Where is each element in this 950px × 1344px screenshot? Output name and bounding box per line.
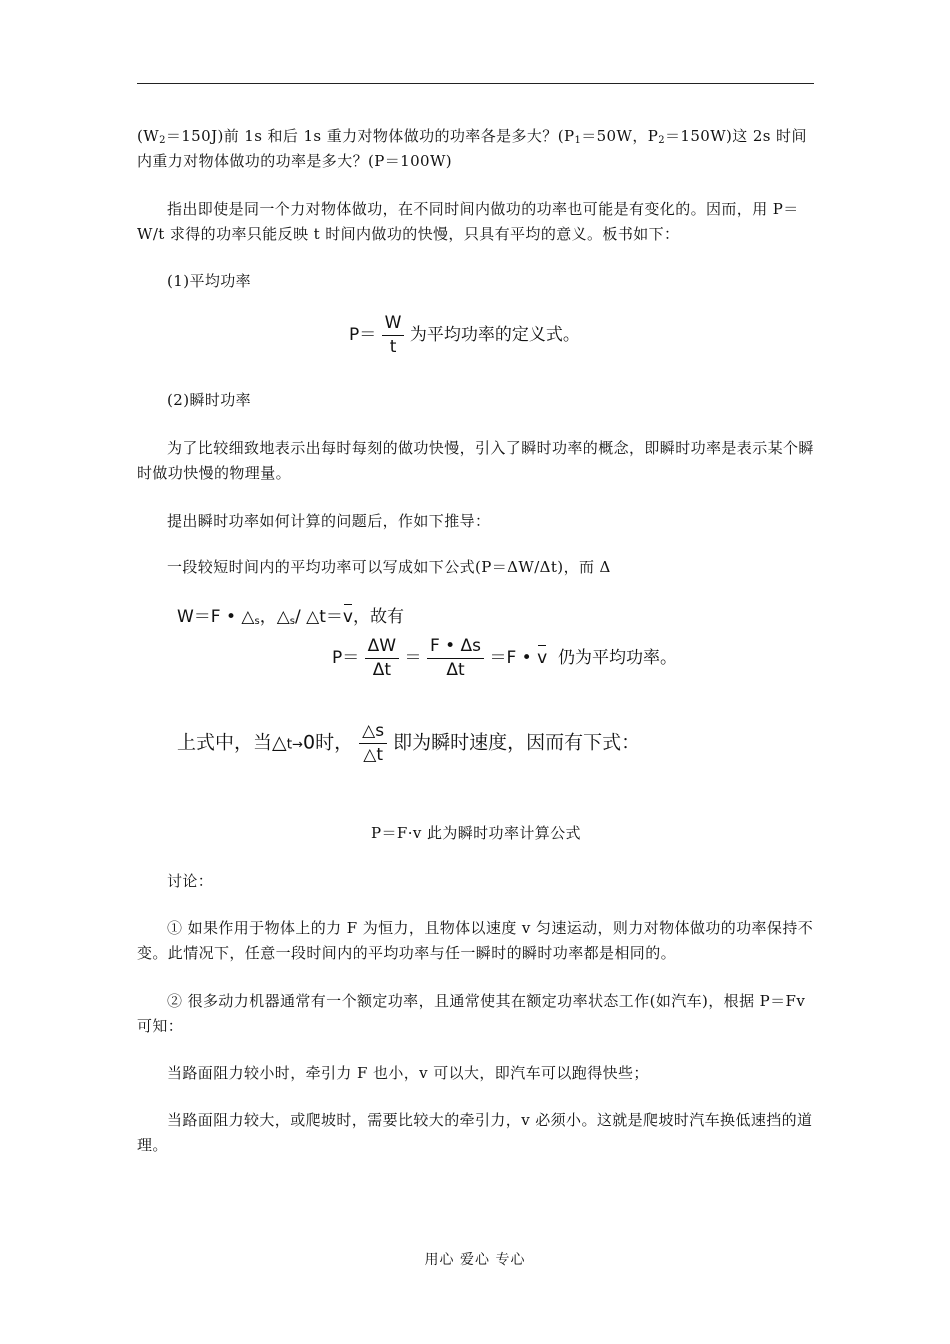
discussion-heading: 讨论： [167, 872, 214, 890]
paragraph-4: 提出瞬时功率如何计算的问题后，作如下推导： [167, 512, 491, 530]
header-rule [137, 83, 814, 84]
discussion-item-2b: 当路面阻力较大，或爬坡时，需要比较大的牵引力，v 必须小。这就是爬坡时汽车换低速挡的道理。 [137, 1111, 813, 1154]
paragraph-2: 指出即使是同一个力对物体做功，在不同时间内做功的功率也可能是有变化的。因而，用 P＝W/t 求得的功率只能反映 t 时间内做功的快慢，只具有平均的意义。板书如下： [137, 200, 799, 243]
heading-average-power: (1)平均功率 [167, 272, 252, 290]
formula-average-power: P＝ $\frac{W}{t}$ 为平均功率的定义式。 [349, 313, 580, 357]
paragraph-3: 为了比较细致地表示出每时每刻的做功快慢，引入了瞬时功率的概念，即瞬时功率是表示某个瞬时做功快慢的物理量。 [137, 439, 814, 482]
heading-instant-power: (2)瞬时功率 [167, 391, 252, 409]
page-footer: 用心 爱心 专心 [424, 1252, 526, 1268]
formula-limit-statement: 上式中，当△t→0时， $\frac{\triangle s}{\triangle t}$ 即为瞬时速度，因而有下式： [177, 721, 641, 765]
paragraph-5: 一段较短时间内的平均功率可以写成如下公式(P＝ΔW/Δt)，而 Δ [167, 558, 611, 576]
discussion-item-1: ① 如果作用于物体上的力 F 为恒力，且物体以速度 v 匀速运动，则力对物体做功的功率保持不变。此情况下，任意一段时间内的平均功率与任一瞬时的瞬时功率都是相同的。 [137, 919, 814, 962]
formula-work-velocity: W＝F • $\triangle_s$，$\triangle_s/$ △t＝v，故有 [177, 607, 404, 627]
paragraph-1: $(W_2=150J)$前 1s 和后 1s 重力对物体做功的功率各是多大？($P_1=50W$，$P_2=150W$)这 2s 时间内重力对物体做功的功率是多大？(P＝100W) [137, 127, 807, 170]
discussion-item-2a: 当路面阻力较小时，牵引力 F 也小，v 可以大，即汽车可以跑得快些； [167, 1064, 649, 1082]
formula-power-derivation: P＝ $\frac{\Delta W}{\Delta t}$ ＝ $\frac{F • \Delta s}{\Delta t}$ ＝F • v 仍为平均功率。 [332, 636, 677, 680]
discussion-item-2: ② 很多动力机器通常有一个额定功率，且通常使其在额定功率状态工作(如汽车)，根据 P＝Fv 可知： [137, 992, 806, 1035]
formula-instant-power: P＝F·v 此为瞬时功率计算公式 [371, 824, 581, 842]
